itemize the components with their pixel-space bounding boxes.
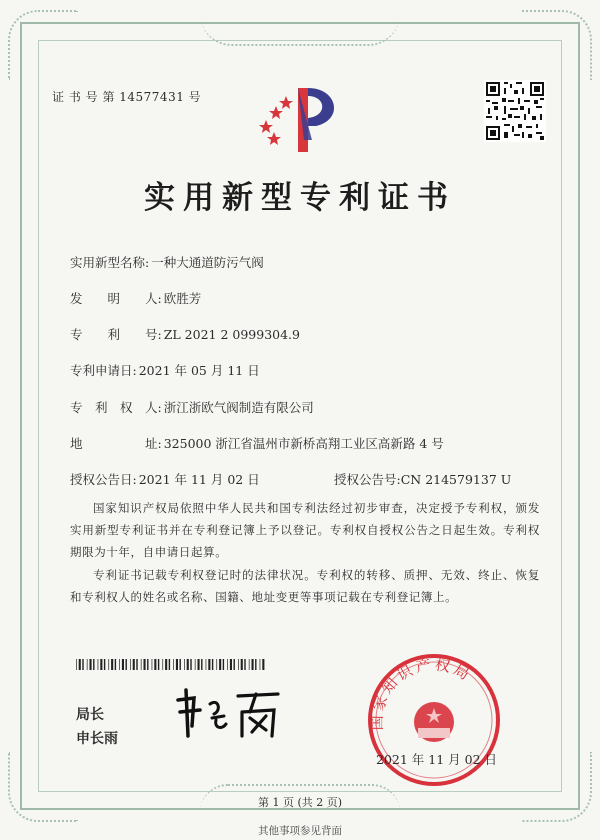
corner-ornament [522,10,592,80]
barcode-bar [184,659,185,670]
field-label: 授权公告日: [70,472,137,487]
barcode-bar [173,659,174,670]
barcode-bar [208,659,210,670]
barcode-bar [227,659,228,670]
corner-ornament [522,752,592,822]
barcode-bar [198,659,200,670]
barcode-bar [190,659,191,670]
field-value: 一种大通道防污气阀 [151,255,264,270]
director-signature [170,682,290,742]
barcode-bar [115,659,116,670]
barcode-bar [136,659,137,670]
address-row [70,434,444,452]
publication-number-row [334,470,511,488]
barcode-bar [206,659,207,670]
body-paragraph: 专利证书记载专利权登记时的法律状况。专利权的转移、质押、无效、终止、恢复和专利权人的姓名或名称、国籍、地址变更等事项记载在专利登记簿上。 [70,568,540,604]
barcode-bar [130,659,131,670]
barcode-bar [216,659,217,670]
barcode-bar [244,659,245,670]
director-title: 局长 [76,707,104,723]
barcode-bar [201,659,202,670]
top-ornament [200,14,400,46]
field-value: 欧胜芳 [163,291,202,306]
barcode-bar [82,659,83,670]
barcode-bar [187,659,189,670]
barcode-bar [252,659,254,670]
patent-number-row [70,325,300,343]
barcode-bar [223,659,224,670]
barcode-bar [93,659,94,670]
barcode-bar [249,659,250,670]
barcode-bar [76,659,77,670]
barcode-bar [195,659,196,670]
barcode [76,659,266,670]
barcode-bar [122,659,124,670]
barcode-bar [212,659,213,670]
barcode-bar [162,659,163,670]
certificate-title: 实用新型专利证书 [144,180,456,216]
barcode-bar [79,659,81,670]
field-value: 325000 浙江省温州市新桥高翔工业区高新路 4 号 [163,436,444,451]
utility-model-name-row [70,253,264,271]
barcode-bar [152,659,153,670]
field-label: 专 利 权 人: [70,400,162,415]
field-label: 实用新型名称: [70,255,150,270]
barcode-bar [180,659,181,670]
barcode-bar [147,659,148,670]
field-value: CN 214579137 U [400,472,512,487]
barcode-bar [158,659,159,670]
barcode-bar [260,659,261,670]
barcode-bar [241,659,243,670]
field-value: ZL 2021 2 0999304.9 [163,327,300,342]
barcode-bar [100,659,102,670]
seal-text: 国家知识产权局 [367,655,475,731]
field-label: 授权公告号: [334,472,401,487]
page-number: 第 1 页 (共 2 页) [257,796,343,809]
director-name: 申长雨 [76,731,118,747]
barcode-bar [98,659,99,670]
barcode-bar [154,659,156,670]
field-value: 2021 年 05 月 11 日 [138,363,260,378]
barcode-bar [230,659,232,670]
official-seal [364,650,504,790]
footer-note: 其他事项参见背面 [258,825,342,837]
barcode-bar [169,659,170,670]
field-label: 发 明 人: [70,291,162,306]
corner-ornament [8,752,78,822]
inventor-row [70,289,201,307]
field-label: 地 址: [70,436,162,451]
qr-code [484,80,546,142]
barcode-bar [141,659,142,670]
barcode-bar [255,659,256,670]
barcode-bar [126,659,127,670]
barcode-bar [234,659,235,670]
corner-ornament [8,10,78,80]
patentee-row [70,398,314,416]
barcode-bar [87,659,88,670]
barcode-bar [108,659,109,670]
barcode-bar [262,659,264,670]
barcode-bar [165,659,167,670]
field-value: 2021 年 11 月 02 日 [138,472,260,487]
body-paragraph: 国家知识产权局依照中华人民共和国专利法经过初步审查，决定授予专利权，颁发实用新型专利证书并在专利登记簿上予以登记。专利权自授权公告之日起生效。专利权期限为十年，自申请日起算。 [70,501,540,559]
barcode-bar [238,659,239,670]
grant-date-row [70,470,260,488]
barcode-bar [219,659,221,670]
barcode-bar [111,659,113,670]
barcode-bar [90,659,92,670]
barcode-bar [176,659,178,670]
patent-office-logo [252,80,352,160]
barcode-bar [119,659,120,670]
certificate-number: 证 书 号 第 14577431 号 [52,90,202,104]
field-value: 浙江浙欧气阀制造有限公司 [163,400,314,415]
barcode-bar [133,659,135,670]
field-label: 专 利 号: [70,327,162,342]
barcode-bar [144,659,146,670]
barcode-bar [104,659,105,670]
field-label: 专利申请日: [70,363,137,378]
filing-date-row [70,361,260,379]
seal-date: 2021 年 11 月 02 日 [376,752,497,767]
